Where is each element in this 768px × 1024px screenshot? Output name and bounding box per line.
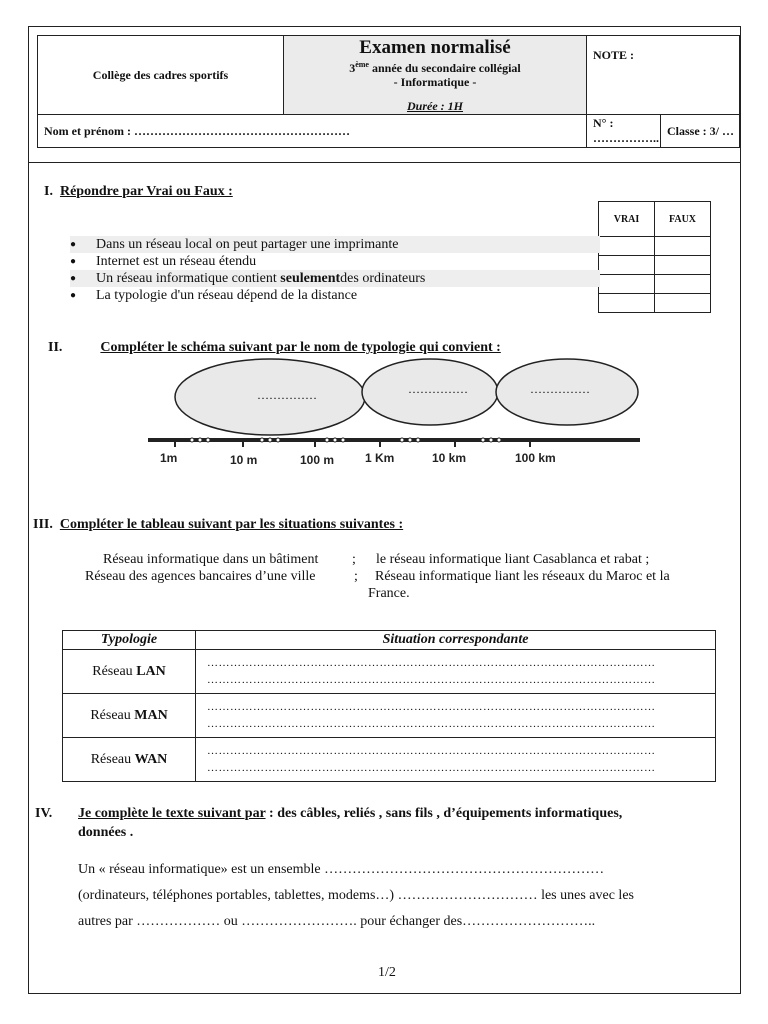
answer-cell[interactable]: [599, 256, 655, 275]
page-frame: [28, 26, 741, 994]
situation-1: Réseau informatique dans un bâtiment: [103, 552, 319, 567]
list-item: ● La typologie d'un réseau dépend de la distance: [70, 288, 358, 303]
topology-diagram: [140, 355, 650, 470]
header-table: [37, 35, 740, 148]
sep-2: ;: [354, 569, 358, 584]
row-lan-label: Réseau LAN: [63, 650, 196, 694]
situation-2: le réseau informatique liant Casablanca et rabat ;: [376, 552, 650, 567]
list-item: ● Internet est un réseau étendu: [70, 254, 257, 269]
fill-text-line2: (ordinateurs, téléphones portables, tablettes, modems…) ………………………… les unes avec les: [78, 888, 634, 903]
row-wan-label: Réseau WAN: [63, 738, 196, 782]
row2-right: [587, 115, 740, 148]
exam-title: Examen normalisé: [359, 37, 511, 58]
scale-label: 100 km: [515, 451, 556, 465]
row-man-answer[interactable]: ……………………………………………………………………………………………………… ………………………………………………………………………………………………………: [196, 694, 716, 738]
col-faux: FAUX: [655, 202, 711, 237]
answer-cell[interactable]: [655, 294, 711, 313]
exam-info: [284, 36, 587, 115]
scale-label: 10 m: [230, 453, 258, 467]
answer-cell[interactable]: [599, 294, 655, 313]
col-typologie: Typologie: [63, 631, 196, 650]
row-lan-answer[interactable]: ……………………………………………………………………………………………………… ………………………………………………………………………………………………………: [196, 650, 716, 694]
student-number-field[interactable]: N° : ……………..: [587, 115, 661, 147]
blank-wan: ……………: [530, 382, 590, 396]
section4-num: IV.: [35, 806, 53, 821]
statement-list: [70, 236, 600, 304]
row-wan-answer[interactable]: ……………………………………………………………………………………………………… ………………………………………………………………………………………………………: [196, 738, 716, 782]
list-item: ● Un réseau informatique contient seulement des ordinateurs: [70, 270, 600, 287]
student-name-field[interactable]: Nom et prénom : ………………………………………………: [38, 115, 587, 148]
answer-cell[interactable]: [599, 275, 655, 294]
page-number: 1/2: [378, 965, 396, 980]
section3-title: III. Compléter le tableau suivant par les situations suivantes :: [33, 517, 404, 532]
col-vrai: VRAI: [599, 202, 655, 237]
exam-level: 3ème année du secondaire collégial: [349, 60, 521, 75]
blank-lan: ……………: [257, 388, 317, 402]
fill-text-line1: Un « réseau informatique» est un ensemble ……………………………………………………: [78, 862, 605, 877]
exam-subject: - Informatique -: [393, 75, 477, 89]
situation-4: Réseau informatique liant les réseaux du Maroc et la: [375, 569, 670, 584]
note-box: NOTE :: [587, 36, 740, 115]
scale-label: 1 Km: [365, 451, 395, 465]
answer-cell[interactable]: [655, 256, 711, 275]
scale-label: 10 km: [432, 451, 467, 465]
col-situation: Situation correspondante: [196, 631, 716, 650]
section4-title-line2: données .: [78, 825, 134, 840]
true-false-table: [598, 201, 711, 313]
typology-table: [62, 630, 716, 782]
section1-title: I. Répondre par Vrai ou Faux :: [44, 184, 233, 199]
sep-1: ;: [352, 552, 356, 567]
scale-label: 1m: [160, 451, 178, 465]
fill-text-line3: autres par ……………… ou ……………………. pour échanger des………………………..: [78, 914, 596, 929]
header-divider: [28, 162, 741, 163]
list-item: ● Dans un réseau local on peut partager une imprimante: [70, 236, 600, 253]
exam-duration: Durée : 1H: [407, 99, 463, 113]
row-man-label: Réseau MAN: [63, 694, 196, 738]
scale-label: 100 m: [300, 453, 335, 467]
answer-cell[interactable]: [655, 275, 711, 294]
blank-man: ……………: [408, 382, 468, 396]
class-field[interactable]: Classe : 3/ …: [667, 123, 734, 138]
section4-title: Je complète le texte suivant par : des câbles, reliés , sans fils , d’équipements informatiques,: [78, 806, 623, 821]
answer-cell[interactable]: [655, 237, 711, 256]
situation-4-cont: France.: [368, 586, 410, 601]
school-name: Collège des cadres sportifs: [38, 36, 284, 115]
answer-cell[interactable]: [599, 237, 655, 256]
situation-3: Réseau des agences bancaires d’une ville: [85, 569, 316, 584]
section2-title: II. Compléter le schéma suivant par le nom de typologie qui convient :: [48, 340, 501, 355]
